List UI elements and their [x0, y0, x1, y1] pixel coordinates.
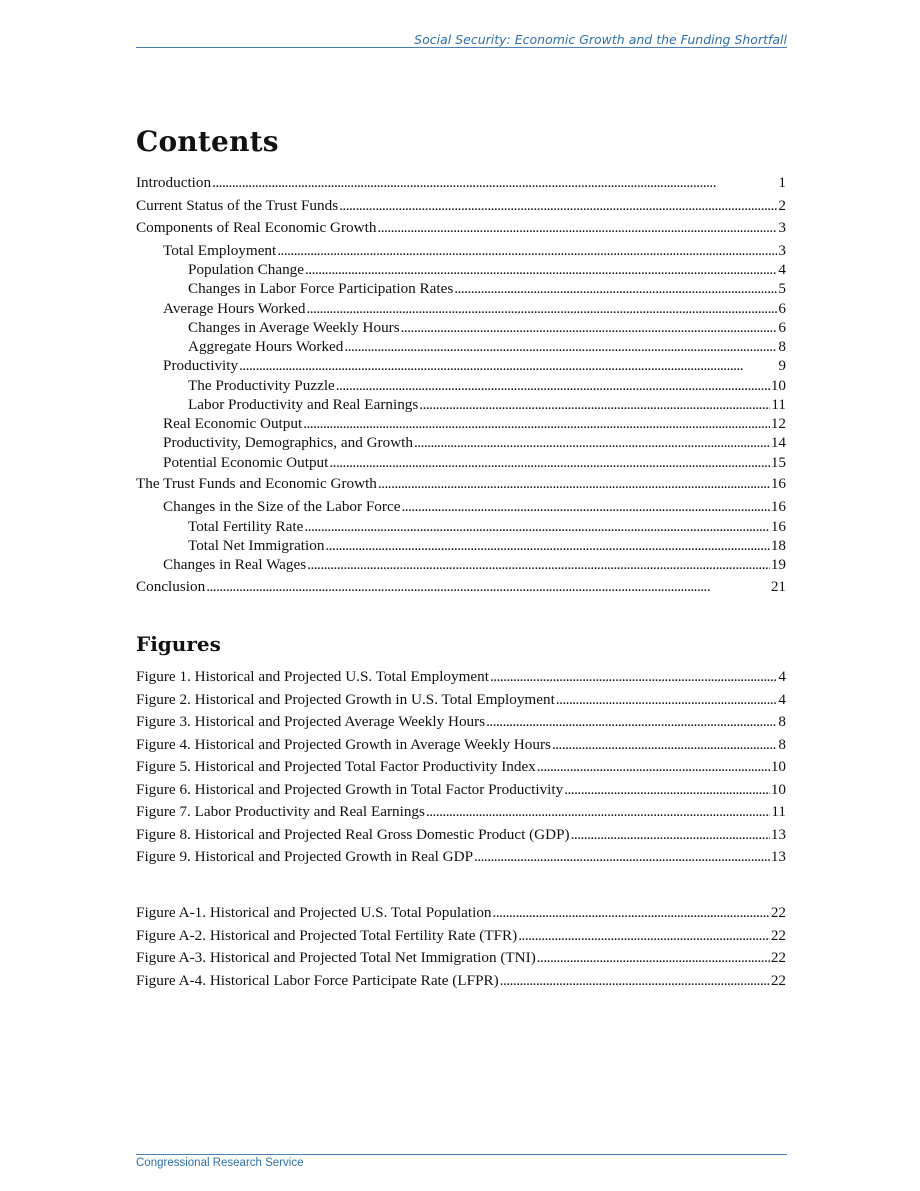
running-header: Social Security: Economic Growth and the Funding Shortfall: [414, 32, 787, 47]
appendix-figures-list: [136, 904, 786, 994]
toc-entry[interactable]: Population Change . . . 4: [136, 261, 786, 280]
figure-entry[interactable]: Figure A-3. Historical and Projected Total Net Immigration (TNI) . . . 22: [136, 949, 786, 972]
toc-entry[interactable]: Current Status of the Trust Funds . . . 2: [136, 197, 786, 220]
figure-entry[interactable]: Figure 2. Historical and Projected Growth in U.S. Total Employment . . . 4: [136, 691, 786, 714]
toc-entry[interactable]: Productivity, Demographics, and Growth . . . 14: [136, 434, 786, 453]
contents-heading: Contents: [136, 125, 279, 158]
footer-org: Congressional Research Service: [136, 1157, 304, 1169]
toc-entry[interactable]: Total Fertility Rate . . . 16: [136, 518, 786, 537]
toc-entry[interactable]: Conclusion . . . 21: [136, 578, 786, 601]
figure-entry[interactable]: Figure 6. Historical and Projected Growth in Total Factor Productivity . . . 10: [136, 781, 786, 804]
figure-entry[interactable]: Figure 7. Labor Productivity and Real Earnings . . . 11: [136, 803, 786, 826]
toc-entry[interactable]: Changes in Real Wages . . . 19: [136, 556, 786, 578]
toc-entry[interactable]: Introduction . . . 1: [136, 174, 786, 197]
figure-entry[interactable]: Figure 3. Historical and Projected Average Weekly Hours . . . 8: [136, 713, 786, 736]
figures-heading: Figures: [136, 632, 221, 656]
toc-entry[interactable]: Components of Real Economic Growth . . . 3: [136, 219, 786, 242]
figure-entry[interactable]: Figure A-4. Historical Labor Force Participate Rate (LFPR) . . . 22: [136, 972, 786, 995]
figure-entry[interactable]: Figure 8. Historical and Projected Real Gross Domestic Product (GDP) . . . 13: [136, 826, 786, 849]
toc-entry[interactable]: Changes in Labor Force Participation Rates . . . 5: [136, 280, 786, 299]
figure-entry[interactable]: Figure A-1. Historical and Projected U.S. Total Population . . . 22: [136, 904, 786, 927]
header-rule: [136, 47, 787, 48]
toc-entry[interactable]: Aggregate Hours Worked . . . 8: [136, 338, 786, 357]
toc-entry[interactable]: Average Hours Worked . . . 6: [136, 300, 786, 319]
toc-entry[interactable]: The Productivity Puzzle . . . 10: [136, 377, 786, 396]
figure-entry[interactable]: Figure 9. Historical and Projected Growth in Real GDP . . . 13: [136, 848, 786, 871]
toc-entry[interactable]: The Trust Funds and Economic Growth . . . 16: [136, 475, 786, 498]
footer-rule: [136, 1154, 787, 1155]
toc-entry[interactable]: Labor Productivity and Real Earnings . . . 11: [136, 396, 786, 415]
toc-entry[interactable]: Total Employment . . . 3: [136, 242, 786, 261]
figure-entry[interactable]: Figure 5. Historical and Projected Total Factor Productivity Index . . . 10: [136, 758, 786, 781]
toc-entry[interactable]: Changes in the Size of the Labor Force . . . 16: [136, 498, 786, 518]
toc-entry[interactable]: Productivity . . . 9: [136, 357, 786, 376]
figures-list: [136, 668, 786, 871]
figure-entry[interactable]: Figure A-2. Historical and Projected Total Fertility Rate (TFR) . . . 22: [136, 927, 786, 950]
contents-list: [136, 174, 786, 601]
figure-entry[interactable]: Figure 4. Historical and Projected Growth in Average Weekly Hours . . . 8: [136, 736, 786, 759]
toc-entry[interactable]: Total Net Immigration . . . 18: [136, 537, 786, 556]
toc-entry[interactable]: Changes in Average Weekly Hours . . . 6: [136, 319, 786, 338]
figure-entry[interactable]: Figure 1. Historical and Projected U.S. Total Employment . . . 4: [136, 668, 786, 691]
toc-entry[interactable]: Real Economic Output . . . 12: [136, 415, 786, 434]
toc-entry[interactable]: Potential Economic Output . . . 15: [136, 454, 786, 476]
